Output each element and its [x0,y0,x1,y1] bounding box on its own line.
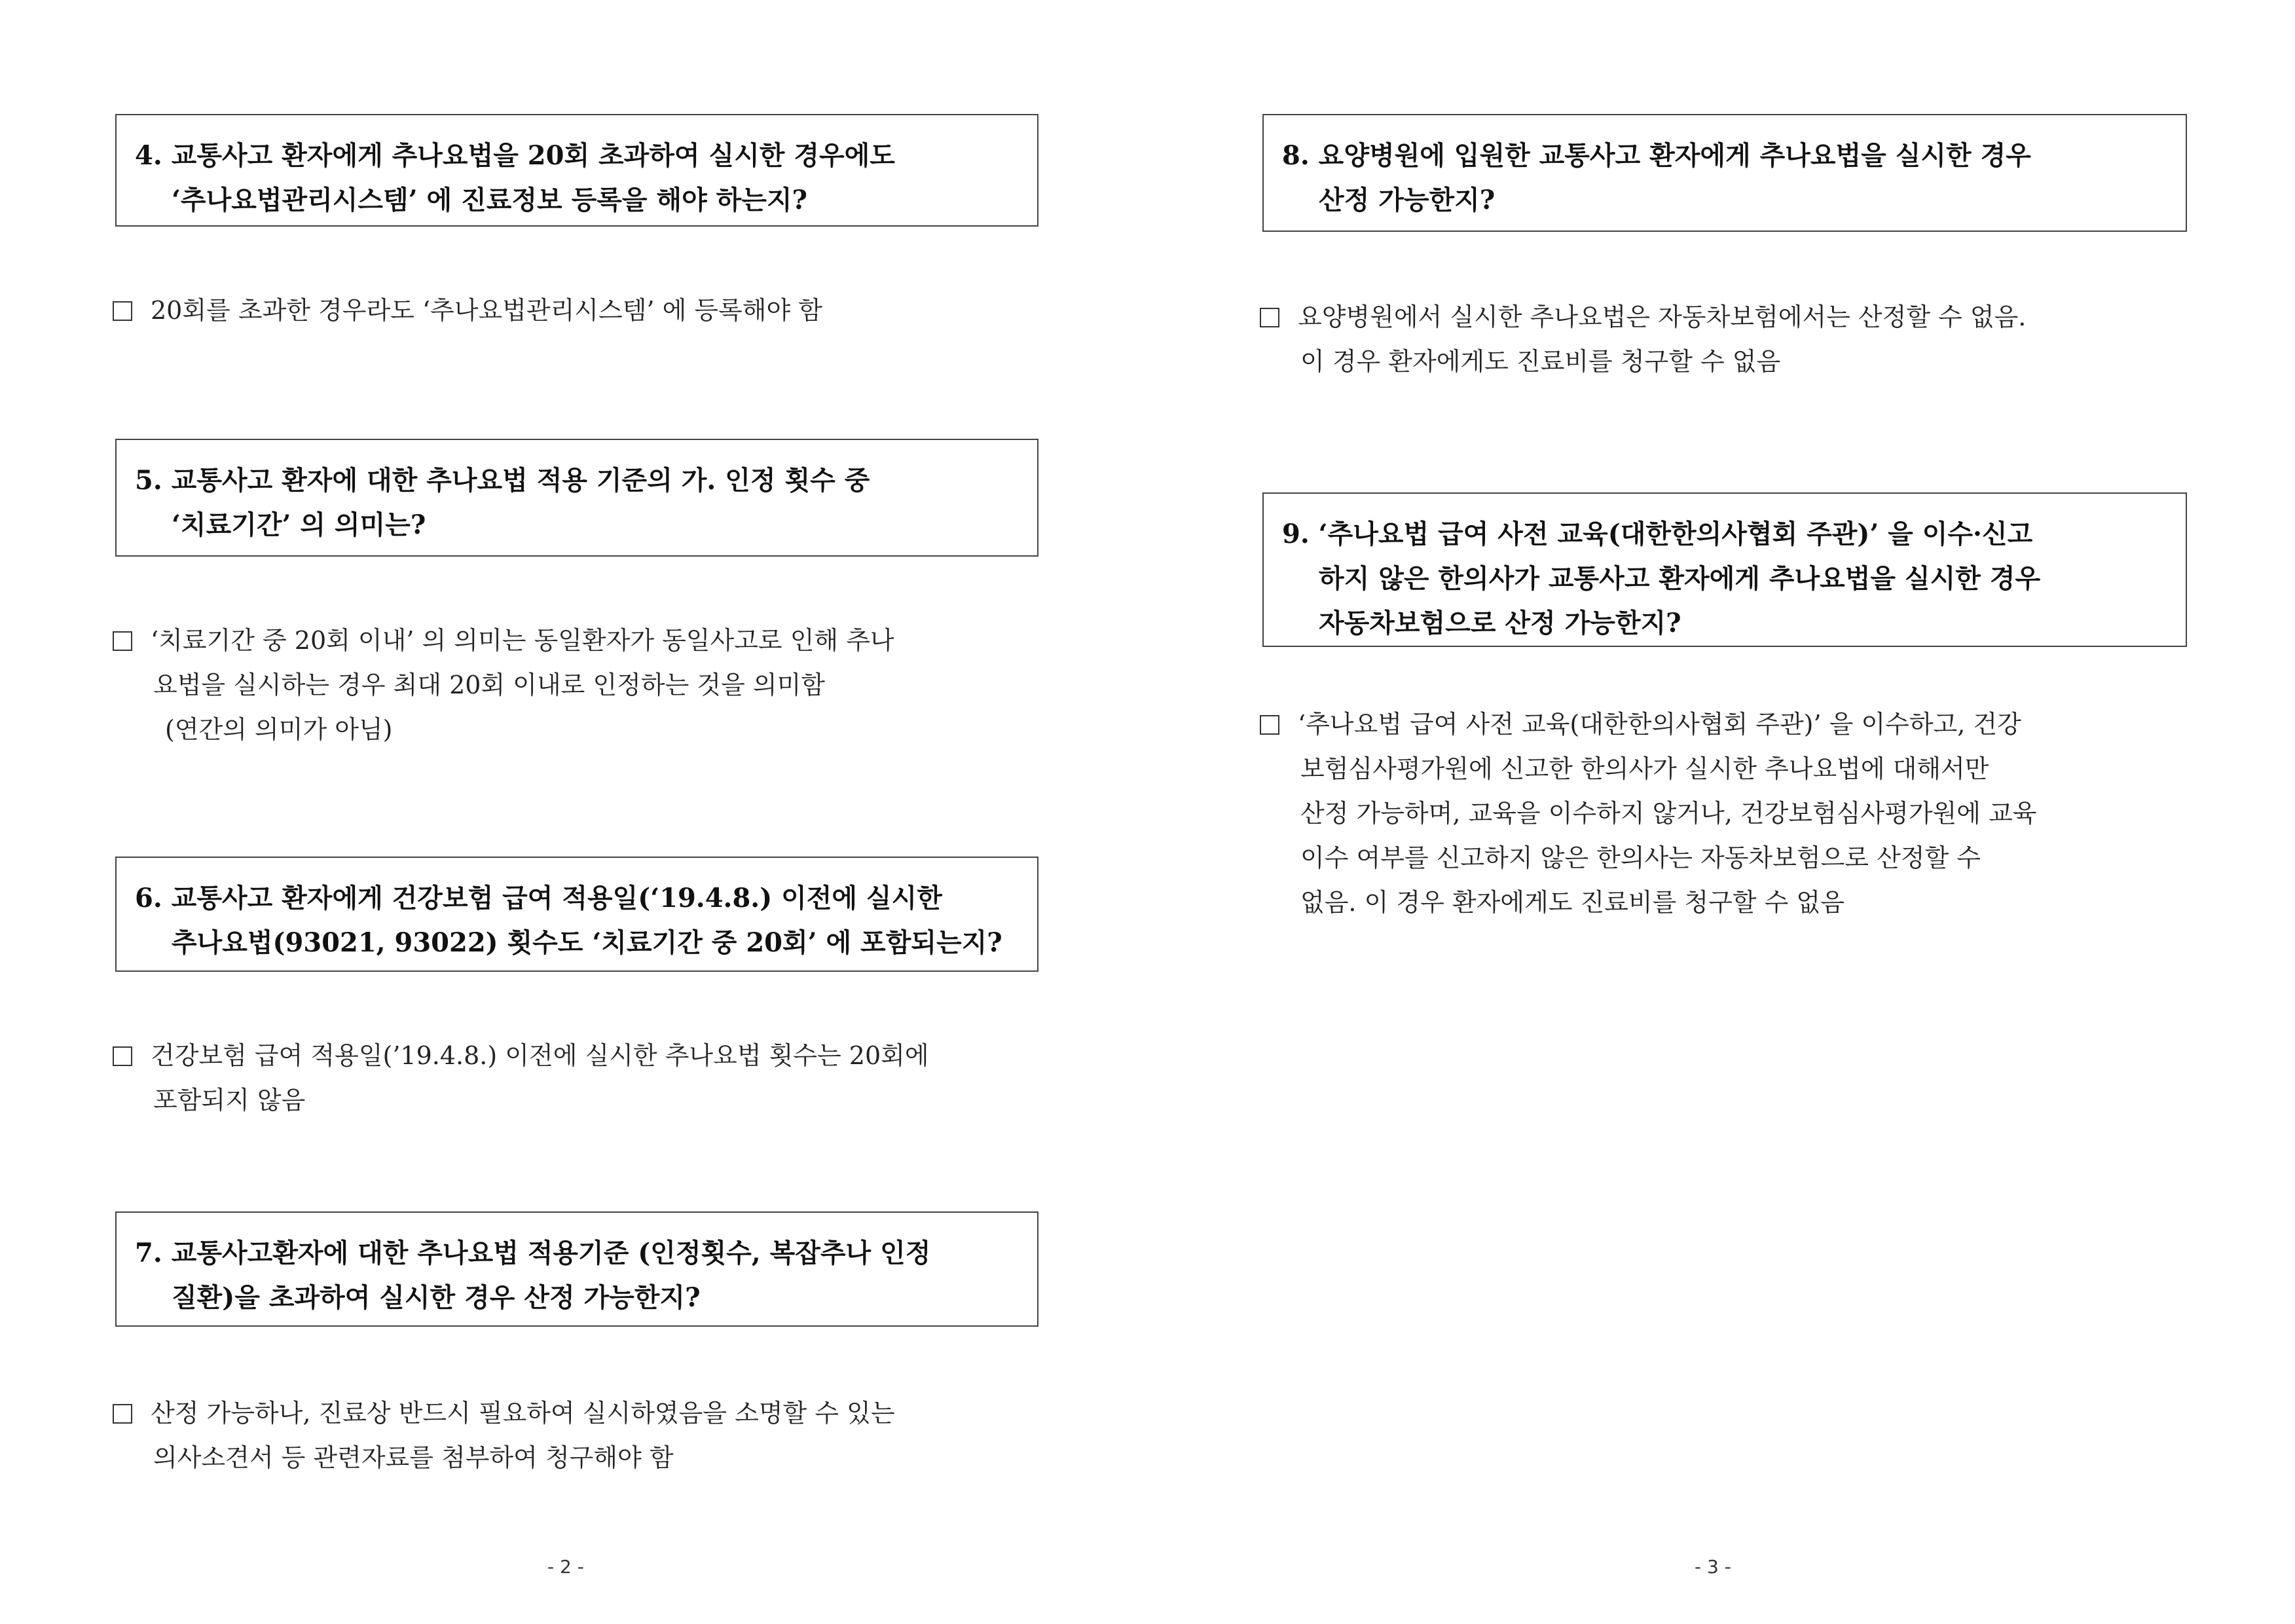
answer-7-line-2: 의사소견서 등 관련자료를 첨부하여 청구해야 함 [153,1443,674,1472]
question-5-line-2: ‘치료기간’ 의 의미는? [172,509,426,540]
answer-8 [1260,295,2026,384]
answer-5-line-2: 요법을 실시하는 경우 최대 20회 이내로 인정하는 것을 의미함 [153,671,825,699]
answer-9 [1260,702,2036,925]
question-box-9 [1262,492,2187,647]
question-9-line-3: 자동차보험으로 산정 가능한지? [1319,608,1681,638]
checkbox-icon [113,1046,132,1066]
checkbox-icon [1260,715,1279,735]
answer-6-line-1: 건강보험 급여 적용일(’19.4.8.) 이전에 실시한 추나요법 횟수는 20회에 [113,1033,929,1078]
question-4-line-2: ‘추나요법관리시스템’ 에 진료정보 등록을 해야 하는지? [172,185,807,215]
answer-7 [113,1391,895,1480]
answer-4-line-1: 20회를 초과한 경우라도 ‘추나요법관리시스템’ 에 등록해야 함 [113,288,822,333]
answer-4 [113,288,822,333]
answer-7-line-1: 산정 가능하나, 진료상 반드시 필요하여 실시하였음을 소명할 수 있는 [113,1391,895,1435]
question-5-line-1: 5. 교통사고 환자에 대한 추나요법 적용 기준의 가. 인정 횟수 중 [135,465,870,496]
question-box-7 [115,1211,1038,1327]
answer-9-line-1: ‘추나요법 급여 사전 교육(대한한의사협회 주관)’ 을 이수하고, 건강 [1260,702,2036,747]
page-number-left: - 2 - [547,1556,584,1578]
checkbox-icon [113,631,132,651]
answer-6-line-2: 포함되지 않음 [153,1086,306,1115]
page-number-right: - 3 - [1695,1556,1731,1578]
answer-5-line-3: (연간의 의미가 아님) [165,715,393,744]
question-box-5 [115,439,1038,557]
question-7-line-2: 질환)을 초과하여 실시한 경우 산정 가능한지? [172,1282,701,1313]
question-6-line-1: 6. 교통사고 환자에게 건강보험 급여 적용일(‘19.4.8.) 이전에 실시한 [135,883,942,913]
question-8-line-1: 8. 요양병원에 입원한 교통사고 환자에게 추나요법을 실시한 경우 [1282,140,2031,171]
question-box-8 [1262,114,2187,232]
answer-9-line-4: 이수 여부를 신고하지 않은 한의사는 자동차보험으로 산정할 수 [1300,843,1981,872]
answer-9-line-2: 보험심사평가원에 신고한 한의사가 실시한 추나요법에 대해서만 [1300,754,1989,783]
answer-8-line-1: 요양병원에서 실시한 추나요법은 자동차보험에서는 산정할 수 없음. [1260,295,2026,339]
answer-5 [113,618,894,752]
question-box-6 [115,857,1038,972]
question-4-line-1: 4. 교통사고 환자에게 추나요법을 20회 초과하여 실시한 경우에도 [135,140,895,171]
checkbox-icon [113,1404,132,1424]
question-8-line-2: 산정 가능한지? [1319,185,1496,215]
checkbox-icon [113,301,132,321]
answer-9-line-3: 산정 가능하며, 교육을 이수하지 않거나, 건강보험심사평가원에 교육 [1300,799,2037,828]
answer-6 [113,1033,929,1122]
checkbox-icon [1260,308,1279,327]
answer-8-line-2: 이 경우 환자에게도 진료비를 청구할 수 없음 [1300,347,1781,376]
answer-5-line-1: ‘치료기간 중 20회 이내’ 의 의미는 동일환자가 동일사고로 인해 추나 [113,618,894,663]
question-box-4 [115,114,1038,227]
answer-9-line-5: 없음. 이 경우 환자에게도 진료비를 청구할 수 없음 [1300,888,1845,917]
question-7-line-1: 7. 교통사고환자에 대한 추나요법 적용기준 (인정횟수, 복잡추나 인정 [135,1238,931,1268]
question-9-line-1: 9. ‘추나요법 급여 사전 교육(대한한의사협회 주관)’ 을 이수·신고 [1282,519,2033,549]
question-9-line-2: 하지 않은 한의사가 교통사고 환자에게 추나요법을 실시한 경우 [1319,563,2041,594]
question-6-line-2: 추나요법(93021, 93022) 횟수도 ‘치료기간 중 20회’ 에 포함되는지? [172,927,1002,958]
